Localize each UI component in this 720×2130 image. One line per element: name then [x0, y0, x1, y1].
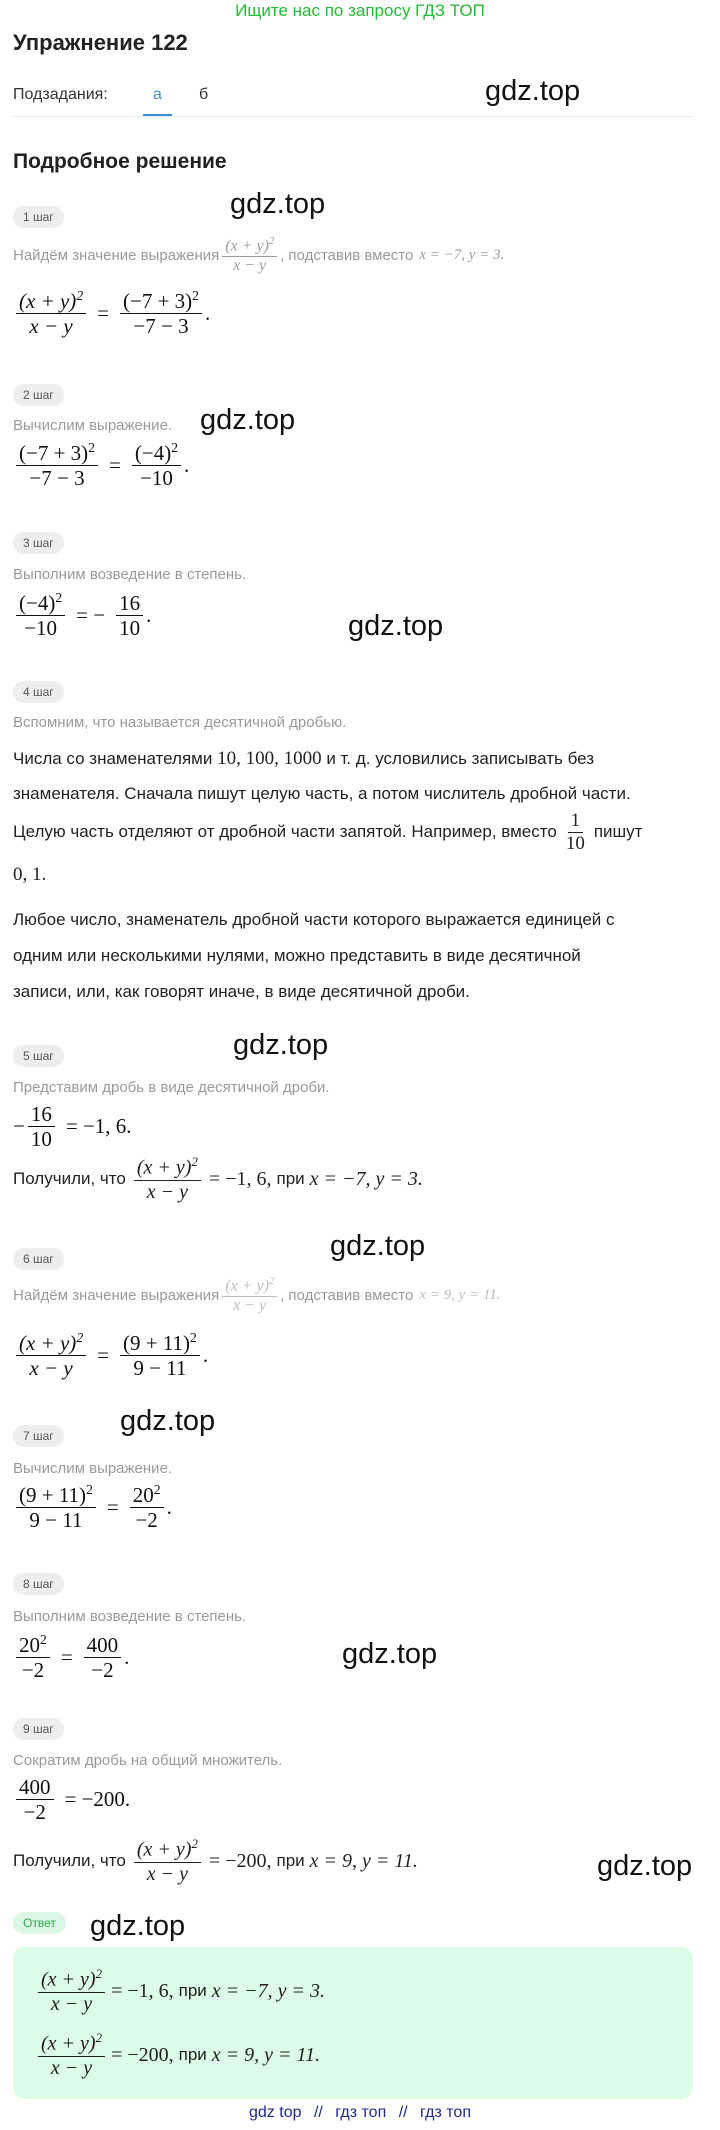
result-condition-word: при	[276, 1851, 305, 1871]
step-badge: 8 шаг	[13, 1573, 64, 1595]
answer-condition: x = 9, y = 11.	[211, 2043, 321, 2066]
result-condition-word: при	[276, 1169, 305, 1189]
theory-line-2: знаменателя. Сначала пишут целую часть, а потом числитель дробной части.	[13, 784, 631, 803]
fraction-denominator: x − y	[50, 2056, 93, 2079]
formula-result: = −200.	[64, 1787, 131, 1812]
step-hint: Вспомним, что называется десятичной дробью.	[13, 714, 347, 731]
result-line-1	[13, 1155, 423, 1204]
top-banner[interactable]: Ищите нас по запросу ГДЗ ТОП	[235, 1, 485, 20]
fraction-denominator: x − y	[146, 1180, 188, 1203]
fraction-denominator: 9 − 11	[29, 1508, 83, 1533]
exponent: 2	[268, 236, 275, 247]
fraction-numerator: (−4)	[134, 441, 172, 465]
fraction-denominator: −2	[91, 1657, 114, 1682]
exponent: 2	[190, 1330, 197, 1345]
fraction-numerator: (x + y)	[19, 289, 77, 313]
section-title: Подробное решение	[13, 150, 227, 173]
theory-line-3	[13, 810, 642, 855]
hint-values: x = −7, y = 3.	[419, 247, 505, 264]
fraction-denominator: −2	[135, 1508, 158, 1533]
fraction-numerator: (x + y)	[19, 1331, 77, 1355]
fraction-numerator: (x + y)	[136, 1156, 192, 1179]
fraction-denominator: x − y	[233, 256, 267, 274]
result-condition: x = −7, y = 3.	[309, 1167, 423, 1190]
exponent: 2	[95, 1966, 103, 1981]
formula-result: = −1, 6.	[65, 1114, 132, 1139]
fraction-denominator: −10	[140, 466, 173, 491]
footer-separator: //	[313, 2104, 323, 2121]
theory-para-2-line-2: одним или несколькими нулями, можно представить в виде десятичной	[13, 946, 581, 965]
hint-text: , подставив вместо	[280, 1287, 414, 1305]
fraction-numerator: (x + y)	[41, 2032, 96, 2055]
fraction-denominator: x − y	[29, 1356, 73, 1381]
step-badge: 7 шаг	[13, 1425, 64, 1447]
fraction-denominator: −2	[21, 1658, 45, 1683]
step-hint	[13, 1276, 501, 1315]
exponent: 2	[191, 1836, 198, 1851]
answer-badge: Ответ	[13, 1912, 66, 1934]
step-hint: Вычислим выражение.	[13, 417, 173, 434]
watermark: gdz.top	[348, 610, 444, 642]
fraction-numerator: 1	[568, 810, 584, 833]
hint-text: , подставив вместо	[280, 247, 414, 265]
watermark: gdz.top	[342, 1638, 438, 1670]
exponent: 2	[153, 1482, 161, 1497]
fraction-denominator: x − y	[50, 1992, 93, 2015]
step-hint: Представим дробь в виде десятичной дроби.	[13, 1079, 330, 1096]
theory-line-1	[13, 748, 594, 770]
fraction-numerator: (−7 + 3)	[19, 441, 89, 465]
fraction-numerator: (9 + 11)	[19, 1483, 87, 1507]
step-badge: 3 шаг	[13, 532, 64, 554]
watermark: gdz.top	[597, 1850, 693, 1882]
fraction-denominator: x − y	[233, 1296, 267, 1314]
page-title: Упражнение 122	[13, 30, 188, 55]
step-hint	[13, 236, 504, 275]
exponent: 2	[268, 1276, 275, 1287]
answer-line-2	[38, 2031, 320, 2080]
watermark: gdz.top	[120, 1405, 216, 1437]
theory-line-4: 0, 1.	[13, 864, 47, 885]
watermark: gdz.top	[485, 75, 581, 107]
watermark: gdz.top	[230, 188, 326, 220]
answer-condition-word: при	[178, 1981, 207, 2001]
exponent: 2	[191, 1154, 198, 1169]
step-badge: 6 шаг	[13, 1248, 64, 1270]
fraction-numerator: (−4)	[19, 591, 56, 615]
step-hint: Вычислим выражение.	[13, 1460, 173, 1477]
theory-text: Целую часть отделяют от дробной части запятой. Например, вместо	[13, 822, 557, 842]
formula-step-1: $\frac{(x + y)^2}{x - y}$ = $\frac{(-7 + 3)^2}{-7 - 3}$ .	[13, 288, 210, 338]
step-badge: 4 шаг	[13, 681, 64, 703]
fraction-numerator: (−7 + 3)	[122, 289, 193, 313]
fraction-numerator: (9 + 11)	[122, 1331, 191, 1355]
result-value: = −1, 6,	[208, 1167, 272, 1190]
exponent: 2	[86, 1482, 93, 1497]
formula-step-9	[13, 1775, 130, 1824]
fraction-numerator: 20	[132, 1483, 154, 1507]
subtasks-bar	[13, 82, 693, 117]
answer-condition-word: при	[178, 2045, 207, 2065]
exponent: 2	[192, 288, 199, 303]
step-hint: Выполним возведение в степень.	[13, 566, 247, 583]
formula-step-3: $\frac{(-4)^2}{-10}$ = − $\frac{16}{10}$ .	[13, 590, 151, 640]
theory-text: и т. д. условились записывать без	[326, 749, 595, 768]
exponent: 2	[55, 590, 63, 605]
watermark: gdz.top	[233, 1029, 329, 1061]
fraction-numerator: (x + y)	[225, 237, 269, 255]
subtask-tab-b[interactable]: б	[199, 86, 209, 103]
footer-link[interactable]: гдз топ	[335, 2104, 387, 2121]
footer-separator: //	[398, 2104, 408, 2121]
theory-para-2-line-1: Любое число, знаменатель дробной части которого выражается единицей с	[13, 910, 615, 929]
result-prefix: Получили, что	[13, 1851, 126, 1871]
fraction-denominator: 10	[565, 832, 585, 854]
watermark: gdz.top	[90, 1910, 186, 1942]
fraction-denominator: x − y	[29, 314, 73, 339]
footer-links	[0, 2104, 720, 2122]
watermark: gdz.top	[330, 1230, 426, 1262]
fraction-numerator: 400	[16, 1775, 54, 1800]
fraction-denominator: 9 − 11	[133, 1356, 187, 1381]
answer-box	[13, 1947, 693, 2099]
formula-step-5: − $\frac{16}{10}$ = −1, 6.	[13, 1102, 132, 1152]
result-prefix: Получили, что	[13, 1169, 126, 1189]
formula-step-2: $\frac{(-7 + 3)^2}{-7 - 3}$ = $\frac{(-4)^2}{-10}$ .	[13, 440, 189, 490]
exponent: 2	[95, 2030, 103, 2045]
result-condition: x = 9, y = 11.	[309, 1849, 418, 1872]
exponent: 2	[40, 1632, 47, 1647]
expression-fraction	[222, 236, 277, 275]
hint-values: x = 9, y = 11.	[419, 1287, 501, 1304]
theory-text: пишут	[593, 822, 643, 842]
result-line-2	[13, 1837, 418, 1886]
watermark: gdz.top	[200, 404, 296, 436]
fraction-denominator: −10	[24, 616, 57, 641]
fraction-numerator: (x + y)	[225, 1277, 269, 1295]
result-value: = −200,	[208, 1849, 272, 1872]
formula-step-7: $\frac{(9 + 11)^2}{9 - 11}$ = $\frac{20^2}{-2}$ .	[13, 1482, 172, 1532]
exponent: 2	[88, 440, 96, 455]
hint-text: Найдём значение выражения	[13, 247, 220, 265]
step-hint: Выполним возведение в степень.	[13, 1608, 247, 1625]
exponent: 2	[171, 440, 179, 455]
step-hint: Сократим дробь на общий множитель.	[13, 1752, 283, 1769]
answer-value: = −1, 6,	[111, 1979, 174, 2002]
fraction-denominator: 10	[119, 615, 141, 640]
step-badge: 1 шаг	[13, 206, 64, 228]
fraction-denominator: x − y	[146, 1862, 188, 1885]
fraction-denominator: −7 − 3	[133, 314, 189, 339]
formula-step-8: $\frac{20^2}{-2}$ = $\frac{400}{-2}$ .	[13, 1632, 129, 1682]
exponent: 2	[76, 1330, 84, 1345]
theory-text: Числа со знаменателями	[13, 749, 213, 768]
step-badge: 9 шаг	[13, 1718, 64, 1740]
hint-text: Найдём значение выражения	[13, 1287, 220, 1305]
step-badge: 2 шаг	[13, 384, 64, 406]
fraction-numerator: 20	[19, 1633, 40, 1657]
exponent: 2	[76, 288, 84, 303]
footer-link[interactable]: gdz top	[249, 2104, 302, 2121]
fraction-numerator: 16	[28, 1102, 55, 1127]
fraction-denominator: 10	[30, 1127, 52, 1152]
answer-condition: x = −7, y = 3.	[211, 1979, 326, 2002]
subtasks-label: Подзадания:	[13, 86, 108, 103]
fraction-numerator: (x + y)	[41, 1968, 96, 1991]
theory-numbers: 10, 100, 1000	[217, 748, 322, 769]
fraction-numerator: 16	[116, 591, 143, 616]
answer-line-1	[38, 1967, 325, 2016]
fraction-numerator: 400	[84, 1633, 122, 1658]
fraction-numerator: (x + y)	[136, 1838, 192, 1861]
answer-value: = −200,	[111, 2043, 174, 2066]
footer-link[interactable]: гдз топ	[420, 2104, 471, 2121]
fraction-denominator: −2	[23, 1800, 46, 1825]
step-badge: 5 шаг	[13, 1045, 64, 1067]
formula-step-6: $\frac{(x + y)^2}{x - y}$ = $\frac{(9 + 11)^2}{9 - 11}$ .	[13, 1330, 208, 1380]
subtask-tab-a[interactable]: а	[153, 86, 162, 103]
theory-para-2-line-3: записи, или, как говорят иначе, в виде десятичной дроби.	[13, 982, 470, 1001]
fraction-denominator: −7 − 3	[29, 466, 85, 491]
